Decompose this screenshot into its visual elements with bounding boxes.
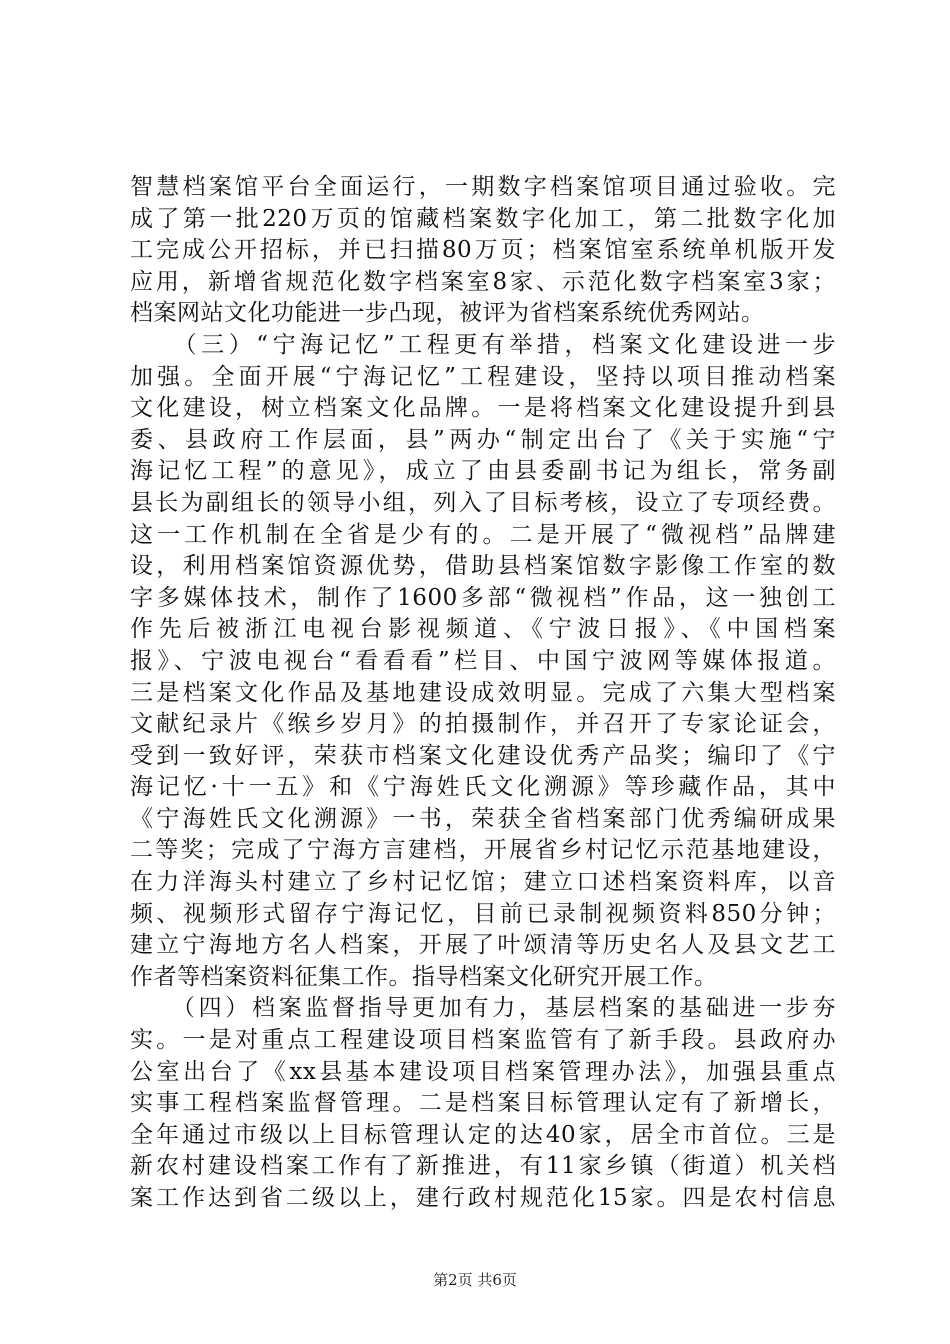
document-body: [130, 172, 836, 1215]
text-line: 案工作达到省二级以上，建行政村规范化15家。四是农村信息: [130, 1185, 836, 1211]
text-line: （三）“宁海记忆”工程更有举措，档案文化建设进一步: [130, 331, 836, 358]
text-line: 作者等档案资料征集工作。指导档案文化研究开展工作。: [130, 963, 718, 990]
text-line: 成了第一批220万页的馆藏档案数字化加工，第二批数字化加: [130, 205, 836, 232]
text-line: 全年通过市级以上目标管理认定的达40家，居全市首位。三是: [130, 1121, 836, 1148]
text-line: 设，利用档案馆资源优势，借助县档案馆数字影像工作室的数: [130, 553, 836, 580]
page-number-label: 第2页 共6页: [433, 1271, 517, 1289]
text-line: 智慧档案馆平台全面运行，一期数字档案馆项目通过验收。完: [130, 174, 836, 200]
text-line: 公室出台了《xx县基本建设项目档案管理办法》，加强县重点: [130, 1058, 836, 1085]
text-line: 县长为副组长的领导小组，列入了目标考核，设立了专项经费。: [130, 489, 836, 516]
text-line: 实事工程档案监督管理。二是档案目标管理认定有了新增长，: [130, 1090, 836, 1117]
text-line: 文献纪录片《缑乡岁月》的拍摄制作，并召开了专家论证会，: [130, 711, 836, 738]
page-footer: [0, 1270, 950, 1290]
text-line: 新农村建设档案工作有了新推进，有11家乡镇（街道）机关档: [130, 1153, 836, 1180]
text-line: 加强。全面开展“宁海记忆”工程建设，坚持以项目推动档案: [130, 363, 836, 390]
text-line: 受到一致好评，荣获市档案文化建设优秀产品奖；编印了《宁: [130, 742, 836, 769]
text-line: 《宁海姓氏文化溯源》一书，荣获全省档案部门优秀编研成果: [130, 805, 836, 832]
text-line: 报》、宁波电视台“看看看”栏目、中国宁波网等媒体报道。: [130, 647, 836, 674]
text-line: 应用，新增省规范化数字档案室8家、示范化数字档案室3家；: [130, 268, 836, 295]
text-line: 三是档案文化作品及基地建设成效明显。完成了六集大型档案: [130, 679, 836, 706]
text-line: 频、视频形式留存宁海记忆，目前已录制视频资料850分钟；: [130, 900, 836, 927]
text-line: 二等奖；完成了宁海方言建档，开展省乡村记忆示范基地建设，: [130, 837, 836, 864]
text-line: 作先后被浙江电视台影视频道、《宁波日报》、《中国档案: [130, 616, 836, 643]
text-line: 档案网站文化功能进一步凸现，被评为省档案系统优秀网站。: [130, 300, 765, 327]
text-line: 字多媒体技术，制作了1600多部“微视档”作品，这一独创工: [130, 584, 836, 611]
text-line: 文化建设，树立档案文化品牌。一是将档案文化建设提升到县: [130, 395, 836, 422]
text-line: 工完成公开招标，并已扫描80万页；档案馆室系统单机版开发: [130, 237, 836, 264]
text-line: 委、县政府工作层面，县”两办“制定出台了《关于实施“宁: [130, 426, 836, 453]
text-line: （四）档案监督指导更加有力，基层档案的基础进一步夯: [130, 995, 836, 1022]
text-line: 这一工作机制在全省是少有的。二是开展了“微视档”品牌建: [130, 521, 836, 548]
text-line: 在力洋海头村建立了乡村记忆馆；建立口述档案资料库，以音: [130, 869, 836, 896]
text-line: 海记忆工程”的意见》，成立了由县委副书记为组长，常务副: [130, 458, 836, 485]
text-line: 海记忆·十一五》和《宁海姓氏文化溯源》等珍藏作品，其中: [130, 774, 836, 801]
text-line: 建立宁海地方名人档案，开展了叶颂清等历史名人及县文艺工: [130, 932, 836, 959]
text-line: 实。一是对重点工程建设项目档案监管有了新手段。县政府办: [130, 1027, 836, 1054]
